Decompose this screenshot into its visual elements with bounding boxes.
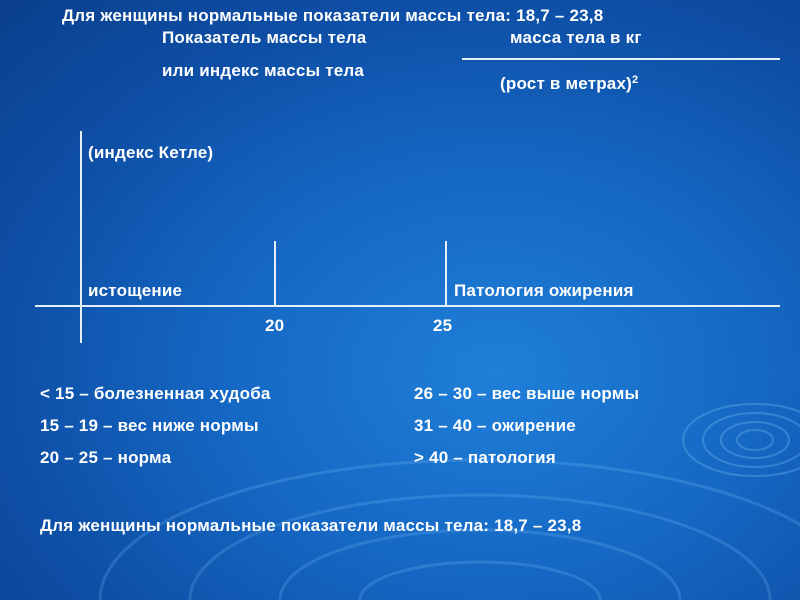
tick-25: 25 <box>433 316 453 335</box>
diagram-divider-25 <box>445 241 447 306</box>
category-left-3: 20 – 25 – норма <box>40 448 172 467</box>
bottom-note: Для женщины нормальные показатели массы тела: 18,7 – 23,8 <box>40 516 582 535</box>
label-obesity-pathology: Патология ожирения <box>454 281 634 300</box>
formula-numerator: масса тела в кг <box>510 28 642 47</box>
denominator-text: (рост в метрах) <box>500 74 632 93</box>
category-right-1: 26 – 30 – вес выше нормы <box>414 384 640 403</box>
formula-left-line-2: или индекс массы тела <box>162 61 365 80</box>
fraction-line <box>462 58 780 60</box>
diagram-left-vertical-line <box>80 131 82 343</box>
diagram-horizontal-axis <box>35 305 780 307</box>
category-left-2: 15 – 19 – вес ниже нормы <box>40 416 259 435</box>
formula-left-line-1: Показатель массы тела <box>162 28 367 47</box>
denominator-exponent: 2 <box>631 74 639 86</box>
formula-denominator <box>500 70 638 94</box>
label-exhaustion: истощение <box>88 281 183 300</box>
tick-20: 20 <box>265 316 285 335</box>
index-label: (индекс Кетле) <box>88 143 214 162</box>
top-title: Для женщины нормальные показатели массы тела: 18,7 – 23,8 <box>62 6 604 25</box>
category-right-3: > 40 – патология <box>414 448 556 467</box>
category-right-2: 31 – 40 – ожирение <box>414 416 576 435</box>
category-left-1: < 15 – болезненная худоба <box>40 384 271 403</box>
diagram-divider-20 <box>274 241 276 306</box>
